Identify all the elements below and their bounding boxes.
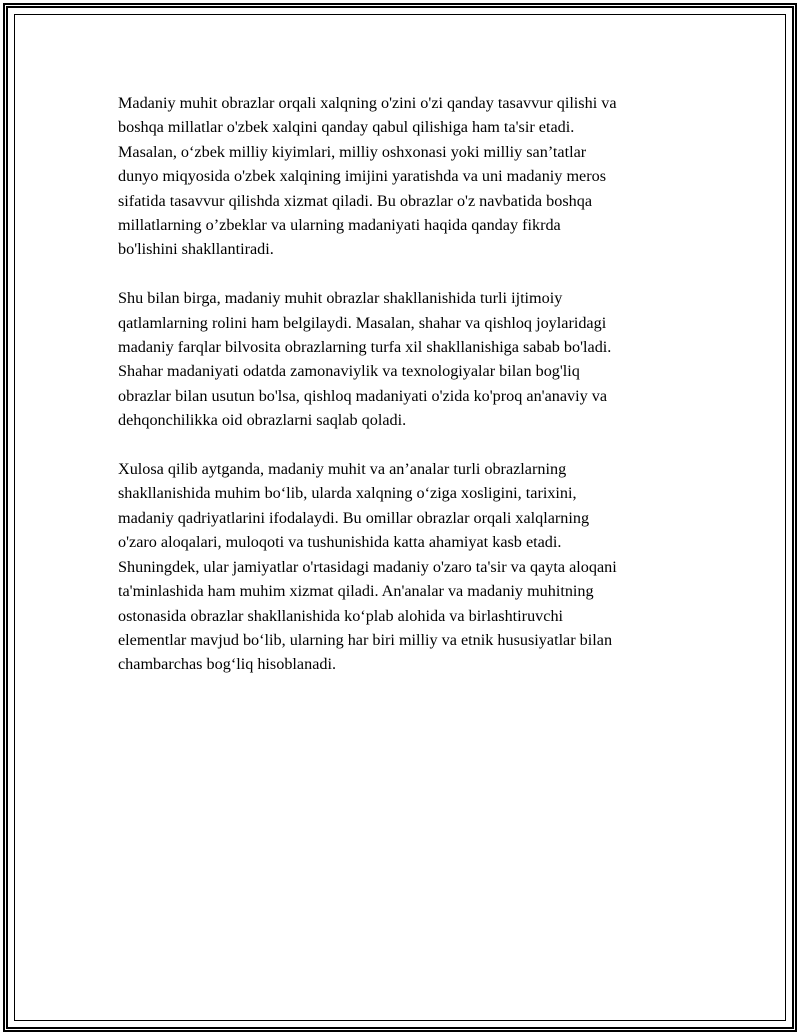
paragraph-3: Xulosa qilib aytganda, madaniy muhit va an’analar turli obrazlarning shakllanishida muhim bo‘lib, ularda xalqning o‘ziga xosligini, tarixini, madaniy qadriyatlarini ifodalaydi. Bu omillar obrazlar orqali xalqlarning o'zaro aloqalari, muloqoti va tushunishida katta ahamiyat kasb etadi. Shuningdek, ular jamiyatlar o'rtasidagi madaniy o'zaro ta'sir va qayta aloqani ta'minlashida ham muhim xizmat qiladi. An'analar va madaniy muhitning ostonasida obrazlar shakllanishida ko‘plab alohida va birlashtiruvchi elementlar mavjud bo‘lib, ularning har biri milliy va etnik hususiyatlar bilan chambarchas bog‘liq hisoblanadi. bbox=[118, 460, 617, 674]
document-body bbox=[118, 91, 693, 701]
paragraph-2: Shu bilan birga, madaniy muhit obrazlar shakllanishida turli ijtimoiy qatlamlarning rolini ham belgilaydi. Masalan, shahar va qishloq joylaridagi madaniy farqlar bilvosita obrazlarning turfa xil shakllanishiga sabab bo'ladi. Shahar madaniyati odatda zamonaviylik va texnologiyalar bilan bog'liq obrazlar bilan usutun bo'lsa, qishloq madaniyati o'zida ko'proq an'anaviy va dehqonchilikka oid obrazlarni saqlab qoladi. bbox=[118, 289, 612, 430]
paragraph-1: Madaniy muhit obrazlar orqali xalqning o'zini o'zi qanday tasavvur qilishi va boshqa millatlar o'zbek xalqini qanday qabul qilishiga ham ta'sir etadi. Masalan, o‘zbek milliy kiyimlari, milliy oshxonasi yoki milliy san’tatlar dunyo miqyosida o'zbek xalqining imijini yaratishda va uni madaniy meros sifatida tasavvur qilishda xizmat qiladi. Bu obrazlar o'z navbatida boshqa millatlarning o’zbeklar va ularning madaniyati haqida qanday fikrda bo'lishini shakllantiradi. bbox=[118, 94, 617, 259]
